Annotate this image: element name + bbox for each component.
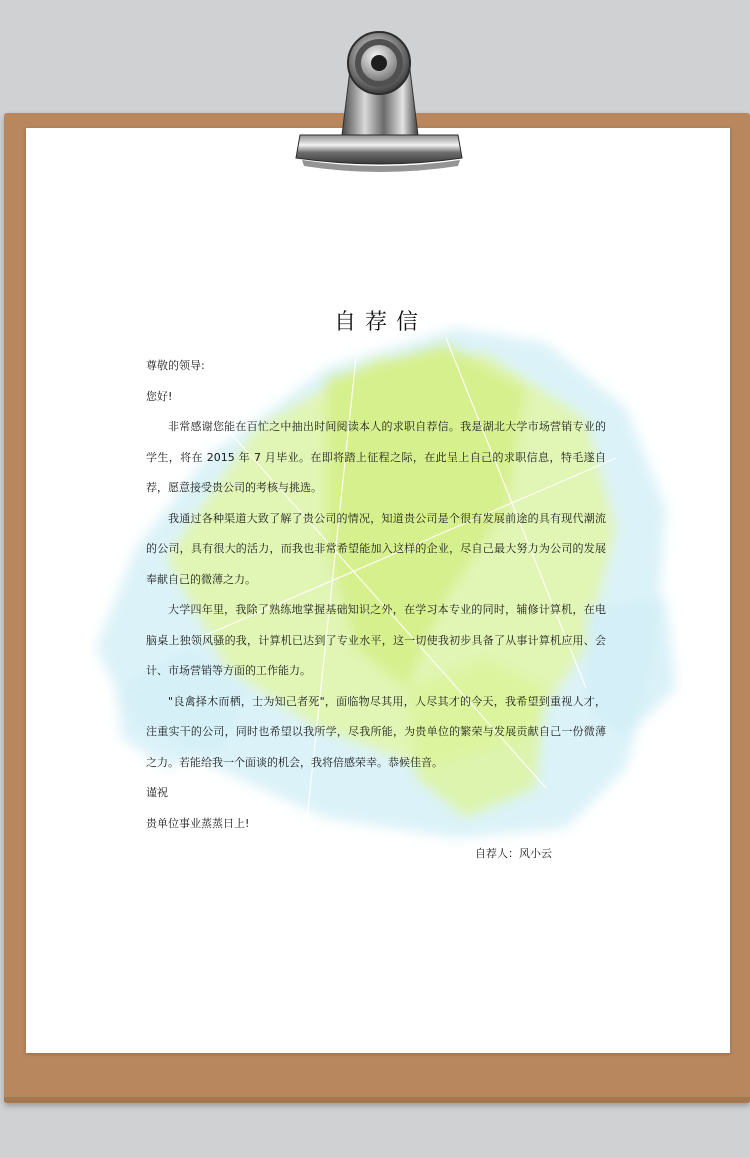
clipboard-board-edge [4,1097,750,1103]
paragraph-skills: 大学四年里，我除了熟练地掌握基础知识之外，在学习本专业的同时，辅修计算机，在电脑桌上独领风骚的我，计算机已达到了专业水平，这一切使我初步具备了从事计算机应用、会计、市场营销等方面的工作能力。 [146,603,606,677]
paragraph-closing-request: "良禽择木而栖，士为知己者死"，面临物尽其用，人尽其才的今天，我希望到重视人才，注重实干的公司，同时也希望以我所学，尽我所能，为贵单位的繁荣与发展贡献自己一份微薄之力。若能给我一个面谈的机会，我将倍感荣幸。恭候佳音。 [146,694,606,769]
salutation: 尊敬的领导: [146,359,205,372]
paragraph-intro: 非常感谢您能在百忙之中抽出时间阅读本人的求职自荐信。我是湖北大学市场营销专业的学生，将在 2015 年 7 月毕业。在即将踏上征程之际，在此呈上自己的求职信息，特毛遂自荐，愿意接受贵公司的考核与挑选。 [146,420,606,494]
greeting: 您好! [146,389,173,403]
cover-letter [146,305,606,870]
letter-paper [26,128,730,1053]
closing: 谨祝 [146,786,168,799]
signature: 自荐人：风小云 [475,847,552,860]
wish: 贵单位事业蒸蒸日上! [146,816,250,830]
letter-title: 自荐信 [333,310,427,335]
paragraph-company: 我通过各种渠道大致了解了贵公司的情况，知道贵公司是个很有发展前途的具有现代潮流的公司，具有很大的活力，而我也非常希望能加入这样的企业，尽自己最大努力为公司的发展奉献自己的微薄之力。 [146,511,606,586]
binder-clip-icon [0,0,750,180]
